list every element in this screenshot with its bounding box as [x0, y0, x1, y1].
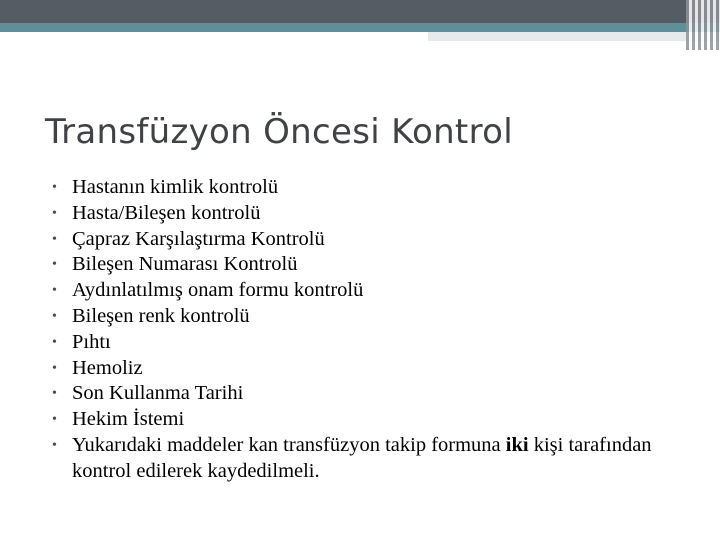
bullet-icon: • [52, 231, 57, 247]
bullet-text: Hastanın kimlik kontrolü [72, 176, 279, 198]
corner-stripes-decoration [686, 0, 720, 50]
header-teal-bar [0, 23, 720, 32]
bullet-text: Hemoliz [72, 356, 143, 379]
bullet-text-bold: iki [505, 433, 529, 456]
bullet-text: Çapraz Karşılaştırma Kontrolü [72, 227, 325, 250]
bullet-text: Pıhtı [72, 330, 111, 353]
bullet-list [52, 175, 692, 485]
bullet-text: Bileşen renk kontrolü [72, 304, 250, 327]
header-accent-bar [428, 32, 720, 41]
bullet-icon: • [52, 386, 57, 402]
bullet-item [52, 433, 692, 485]
bullet-icon: • [52, 412, 57, 428]
bullet-icon: • [52, 308, 57, 324]
bullet-text-before: Yukarıdaki maddeler kan transfüzyon takip formuna [72, 433, 506, 456]
bullet-icon: • [52, 205, 57, 221]
bullet-item [52, 304, 692, 330]
bullet-text [72, 434, 652, 482]
bullet-icon: • [52, 360, 57, 376]
bullet-item [52, 175, 692, 201]
bullet-item [52, 381, 692, 407]
header-dark-bar [0, 0, 720, 23]
bullet-icon: • [52, 283, 57, 299]
bullet-icon: • [52, 334, 57, 350]
bullet-item [52, 252, 692, 278]
bullet-item [52, 278, 692, 304]
bullet-text: Son Kullanma Tarihi [72, 382, 244, 405]
bullet-item [52, 330, 692, 356]
bullet-text-after: kişi tarafından kontrol edilerek kaydedilmeli. [72, 433, 652, 482]
bullet-item [52, 201, 692, 227]
slide-title: Transfüzyon Öncesi Kontrol [45, 112, 513, 152]
bullet-item [52, 356, 692, 382]
bullet-icon: • [52, 180, 57, 195]
bullet-text: Bileşen Numarası Kontrolü [72, 253, 298, 276]
bullet-text: Aydınlatılmış onam formu kontrolü [72, 279, 364, 302]
bullet-item [52, 227, 692, 253]
bullet-icon: • [52, 437, 57, 453]
bullet-item [52, 407, 692, 433]
bullet-icon: • [52, 257, 57, 273]
bullet-text: Hasta/Bileşen kontrolü [72, 201, 261, 224]
bullet-text: Hekim İstemi [72, 408, 185, 431]
